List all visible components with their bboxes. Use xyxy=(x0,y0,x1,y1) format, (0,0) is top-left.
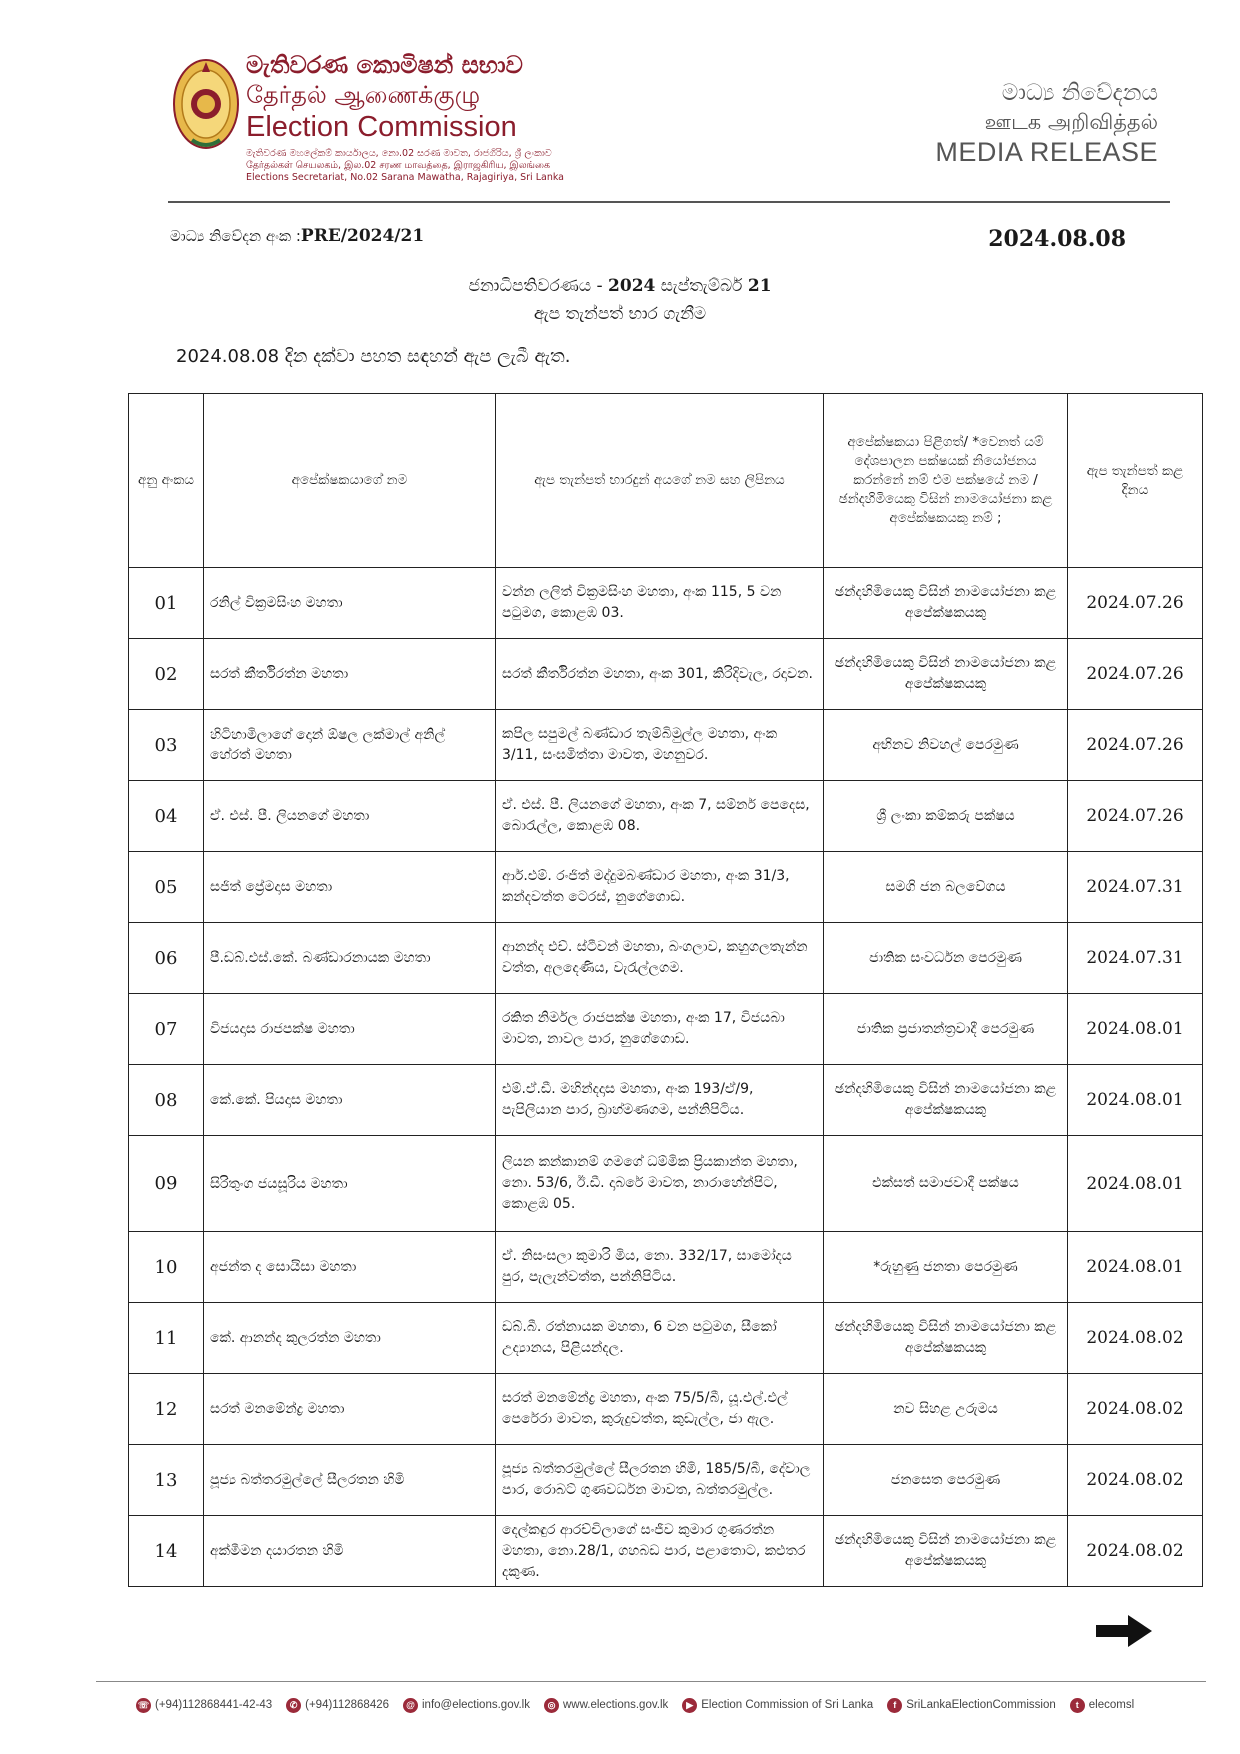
candidate-name: සරත් මනමේන්ද්‍ර මහතා xyxy=(204,1374,496,1445)
deposit-date: 2024.08.01 xyxy=(1068,1136,1203,1232)
depositor-address: ආර්.එම්. රංජිත් මද්දුමබණ්ඩාර මහතා, අංක 31/3, කන්දවත්ත ටෙරස්, නුගේගොඩ. xyxy=(496,852,824,923)
address-english: Elections Secretariat, No.02 Sarana Mawatha, Rajagiriya, Sri Lanka xyxy=(246,172,564,183)
phone-icon: ☏ xyxy=(136,1698,151,1713)
subject-year: 2024 xyxy=(608,276,656,296)
depositor-address: කපිල සපුමල් බණ්ඩාර තැම්බිමුල්ල මහතා, අංක 3/11, සංඝමිත්තා මාවත, මහනුවර. xyxy=(496,710,824,781)
party-name: එක්සත් සමාජවාදී පක්ෂය xyxy=(824,1136,1068,1232)
party-name: ඡන්දහිමියෙකු විසින් නාමයෝජනා කළ අපේක්ෂකයකු xyxy=(824,1303,1068,1374)
org-name-tamil: தேர்தல் ஆணைக்குழு xyxy=(246,81,481,109)
party-name: ජාතික ප්‍රජාතන්ත්‍රවාදී පෙරමුණ xyxy=(824,994,1068,1065)
fax-number: (+94)112868426 xyxy=(305,1699,389,1711)
depositor-address: එම්.ඒ.ඩී. මහින්දදාස මහතා, අංක 193/ඒ/9, පැපිලියාන පාර, බ්‍රාහ්මණගම, පන්නිපිටිය. xyxy=(496,1065,824,1136)
header-deposit-date: ඇප තැන්පත් කළ දිනය xyxy=(1068,394,1203,568)
table-row xyxy=(129,639,1203,710)
table-row xyxy=(129,1516,1203,1587)
subject-heading xyxy=(0,272,1240,328)
party-name: අභිනව නිවහල් පෙරමුණ xyxy=(824,710,1068,781)
party-name: ජාතික සංවර්ධන පෙරමුණ xyxy=(824,923,1068,994)
serial-number: 09 xyxy=(129,1136,204,1232)
globe-icon: ◎ xyxy=(544,1698,559,1713)
candidate-name: පී.ඩබ්.එස්.කේ. බණ්ඩාරනායක මහතා xyxy=(204,923,496,994)
serial-number: 01 xyxy=(129,568,204,639)
candidate-name: හිටිහාමිලාගේ දොන් ඕෂල ලක්මාල් අනිල් හේරත් මහතා xyxy=(204,710,496,781)
candidate-name: අක්මීමන දයාරතන හිමි xyxy=(204,1516,496,1587)
footer-youtube[interactable] xyxy=(682,1698,873,1713)
depositor-address: සරත් කීර්තිරත්න මහතා, අංක 301, කිරිදිවැල, රදාවන. xyxy=(496,639,824,710)
serial-number: 06 xyxy=(129,923,204,994)
table-row xyxy=(129,1136,1203,1232)
candidate-name: පූජ්‍ය බත්තරමුල්ලේ සීලරතන හිමි xyxy=(204,1445,496,1516)
twitter-icon: t xyxy=(1070,1698,1085,1713)
candidate-name: සිරිතුංග ජයසූරිය මහතා xyxy=(204,1136,496,1232)
header-candidate-name: අපේක්ෂකයාගේ නම xyxy=(204,394,496,568)
header-party: අපේක්ෂකයා පිළිගත්/ *වෙනත් යම් දේශපාලන පක්ෂයක් නියෝජනය කරන්නේ නම් එම පක්ෂයේ නම / ඡන්දහිමියෙකු විසින් නාමයෝජනා කළ අපේක්ෂකයකු නම් ; xyxy=(824,394,1068,568)
subject-line-1 xyxy=(0,272,1240,300)
subject-election: ජනාධිපතිවරණය - xyxy=(468,276,609,296)
party-name: නව සිහළ උරුමය xyxy=(824,1374,1068,1445)
contact-footer xyxy=(136,1694,1134,1716)
depositor-address: පූජ්‍ය බත්තරමුල්ලේ සීලරතන හිමි, 185/5/බී, දේවාල පාර, රොබට් ගුණවර්ධන මාවත, බත්තරමුල්ල. xyxy=(496,1445,824,1516)
address-sinhala: මැතිවරණ මහලේකම් කාර්යාලය, නො.02 සරණ මාවත, රාජගිරිය, ශ්‍රී ලංකාව xyxy=(246,148,552,159)
email-icon: @ xyxy=(403,1698,418,1713)
serial-number: 05 xyxy=(129,852,204,923)
release-reference xyxy=(170,226,424,246)
header-serial-number: අනු අංකය xyxy=(129,394,204,568)
fax-icon: ✆ xyxy=(286,1698,301,1713)
table-row xyxy=(129,852,1203,923)
deposits-table xyxy=(128,393,1203,1587)
serial-number: 02 xyxy=(129,639,204,710)
youtube-channel: Election Commission of Sri Lanka xyxy=(701,1699,874,1711)
candidate-name: සජිත් ප්‍රේමදාස මහතා xyxy=(204,852,496,923)
depositor-address: ලියන කන්කානම් ගමගේ ධම්මික ප්‍රියකාන්ත මහතා, නො. 53/6, ඊ.ඩී. දාබරේ මාවත, නාරාහේන්පිට, කොළඹ 05. xyxy=(496,1136,824,1232)
table-row xyxy=(129,1065,1203,1136)
depositor-address: ඒ. එස්. පී. ලියනගේ මහතා, අංක 7, සම්නර් පෙදෙස, බොරැල්ල, කොළඹ 08. xyxy=(496,781,824,852)
serial-number: 04 xyxy=(129,781,204,852)
party-name: *රුහුණු ජනතා පෙරමුණ xyxy=(824,1232,1068,1303)
deposit-date: 2024.07.31 xyxy=(1068,923,1203,994)
table-row xyxy=(129,1445,1203,1516)
intro-text: 2024.08.08 දින දක්වා පහත සඳහන් ඇප ලැබී ඇත. xyxy=(176,346,571,367)
party-name: ඡන්දහිමියෙකු විසින් නාමයෝජනා කළ අපේක්ෂකයකු xyxy=(824,639,1068,710)
candidate-name: අජන්ත ද සොයිසා මහතා xyxy=(204,1232,496,1303)
depositor-address: දෙල්කඳුර ආරච්චිලාගේ සංජීව කුමාර ගුණරත්න මහතා, නො.28/1, ගහබඩ පාර, පළාතොට, කළුතර දකුණ. xyxy=(496,1516,824,1587)
arrow-right-icon xyxy=(1094,1612,1154,1650)
depositor-address: වන්න ලලිත් වික්‍රමසිංහ මහතා, අංක 115, 5 වන පටුමග, කොළඹ 03. xyxy=(496,568,824,639)
table-row xyxy=(129,994,1203,1065)
deposit-date: 2024.08.01 xyxy=(1068,994,1203,1065)
deposit-date: 2024.08.02 xyxy=(1068,1374,1203,1445)
deposit-date: 2024.08.01 xyxy=(1068,1065,1203,1136)
address-tamil: தேர்தல்கள் செயலகம், இல.02 சரண மாவத்தை, இராஜகிரிய, இலங்கை xyxy=(246,160,551,171)
facebook-page: SriLankaElectionCommission xyxy=(906,1699,1056,1711)
party-name: ජනසෙත පෙරමුණ xyxy=(824,1445,1068,1516)
youtube-icon: ▶ xyxy=(682,1698,697,1713)
table-row xyxy=(129,1374,1203,1445)
footer-facebook[interactable] xyxy=(887,1698,1056,1713)
party-name: ඡන්දහිමියෙකු විසින් නාමයෝජනා කළ අපේක්ෂකයකු xyxy=(824,1065,1068,1136)
email-address: info@elections.gov.lk xyxy=(422,1699,530,1711)
footer-website[interactable] xyxy=(544,1698,668,1713)
deposit-date: 2024.08.01 xyxy=(1068,1232,1203,1303)
deposit-date: 2024.08.02 xyxy=(1068,1445,1203,1516)
table-row xyxy=(129,710,1203,781)
candidate-name: ඒ. එස්. පී. ලියනගේ මහතා xyxy=(204,781,496,852)
party-name: සමගි ජන බලවේගය xyxy=(824,852,1068,923)
depositor-address: ඩබ්.බී. රත්නායක මහතා, 6 වන පටුමග, සීකෝ උද්‍යානය, පිළියන්දල. xyxy=(496,1303,824,1374)
deposit-date: 2024.08.02 xyxy=(1068,1516,1203,1587)
release-date: 2024.08.08 xyxy=(988,226,1126,252)
deposit-date: 2024.08.02 xyxy=(1068,1303,1203,1374)
candidate-name: රනිල් වික්‍රමසිංහ මහතා xyxy=(204,568,496,639)
footer-fax[interactable] xyxy=(286,1698,389,1713)
footer-phone[interactable] xyxy=(136,1698,272,1713)
footer-email[interactable] xyxy=(403,1698,530,1713)
serial-number: 13 xyxy=(129,1445,204,1516)
depositor-address: සරත් මනමේන්ද්‍ර මහතා, අංක 75/5/බී, යූ.එල්.එල් පෙරේරා මාවත, කුරුදුවත්ත, කුඩැල්ල, ජා ඇල. xyxy=(496,1374,824,1445)
website-url: www.elections.gov.lk xyxy=(563,1699,669,1711)
party-name: ඡන්දහිමියෙකු විසින් නාමයෝජනා කළ අපේක්ෂකයකු xyxy=(824,568,1068,639)
candidate-name: සරත් කීර්තිරත්න මහතා xyxy=(204,639,496,710)
serial-number: 07 xyxy=(129,994,204,1065)
candidate-name: කේ. ආනන්ද කුලරත්න මහතා xyxy=(204,1303,496,1374)
organization-block xyxy=(246,50,564,184)
serial-number: 03 xyxy=(129,710,204,781)
depositor-address: ආනන්ද එච්. ස්ටීවන් මහතා, බංගලාව, කහුගලතැන්න වත්ත, අලදෙණිය, වැරැල්ලගම. xyxy=(496,923,824,994)
org-name-sinhala: මැතිවරණ කොමිෂන් සභාව xyxy=(246,51,523,79)
facebook-icon: f xyxy=(887,1698,902,1713)
serial-number: 10 xyxy=(129,1232,204,1303)
phone-number: (+94)112868441-42-43 xyxy=(155,1699,273,1711)
serial-number: 12 xyxy=(129,1374,204,1445)
table-row xyxy=(129,1232,1203,1303)
media-release-label xyxy=(935,78,1158,168)
header-divider xyxy=(168,201,1170,203)
deposit-date: 2024.07.26 xyxy=(1068,710,1203,781)
party-name: ඡන්දහිමියෙකු විසින් නාමයෝජනා කළ අපේක්ෂකයකු xyxy=(824,1516,1068,1587)
candidate-name: කේ.කේ. පියදාස මහතා xyxy=(204,1065,496,1136)
media-release-tamil: ஊடக அறிவித்தல் xyxy=(984,110,1158,134)
serial-number: 11 xyxy=(129,1303,204,1374)
twitter-handle: elecomsl xyxy=(1088,1699,1135,1711)
subject-line-2: ඇප තැන්පත් භාර ගැනීම xyxy=(533,304,707,324)
table-row xyxy=(129,568,1203,639)
footer-divider xyxy=(96,1681,1206,1682)
reference-label: මාධ්‍ය නිවේදන අංක : xyxy=(170,227,301,245)
org-name-english: Election Commission xyxy=(246,111,517,143)
table-header-row xyxy=(129,394,1203,568)
election-commission-emblem-icon xyxy=(172,56,240,152)
deposit-date: 2024.07.26 xyxy=(1068,568,1203,639)
table-row xyxy=(129,781,1203,852)
table-row xyxy=(129,923,1203,994)
table-row xyxy=(129,1303,1203,1374)
deposit-date: 2024.07.31 xyxy=(1068,852,1203,923)
footer-twitter[interactable] xyxy=(1070,1698,1134,1713)
serial-number: 08 xyxy=(129,1065,204,1136)
media-release-sinhala: මාධ්‍ය නිවේදනය xyxy=(1001,80,1158,106)
serial-number: 14 xyxy=(129,1516,204,1587)
media-release-english: MEDIA RELEASE xyxy=(935,137,1158,167)
deposit-date: 2024.07.26 xyxy=(1068,639,1203,710)
header-depositor: ඇප තැන්පත් භාරදුන් අයගේ නම සහ ලිපිනය xyxy=(496,394,824,568)
reference-number: PRE/2024/21 xyxy=(300,226,425,246)
depositor-address: ඒ. නිසංසලා කුමාරි මිය, නො. 332/17, සාමෝදය පුර, පැලැන්වත්ත, පන්නිපිටිය. xyxy=(496,1232,824,1303)
candidate-name: විජයදාස රාජපක්ෂ මහතා xyxy=(204,994,496,1065)
depositor-address: රකිත නිර්මල රාජපක්ෂ මහතා, අංක 17, විජයබා මාවත, නාවල පාර, නුගේගොඩ. xyxy=(496,994,824,1065)
subject-day: 21 xyxy=(747,276,772,296)
subject-month: සැප්තැම්බර් xyxy=(655,276,748,296)
deposit-date: 2024.07.26 xyxy=(1068,781,1203,852)
party-name: ශ්‍රී ලංකා කම්කරු පක්ෂය xyxy=(824,781,1068,852)
